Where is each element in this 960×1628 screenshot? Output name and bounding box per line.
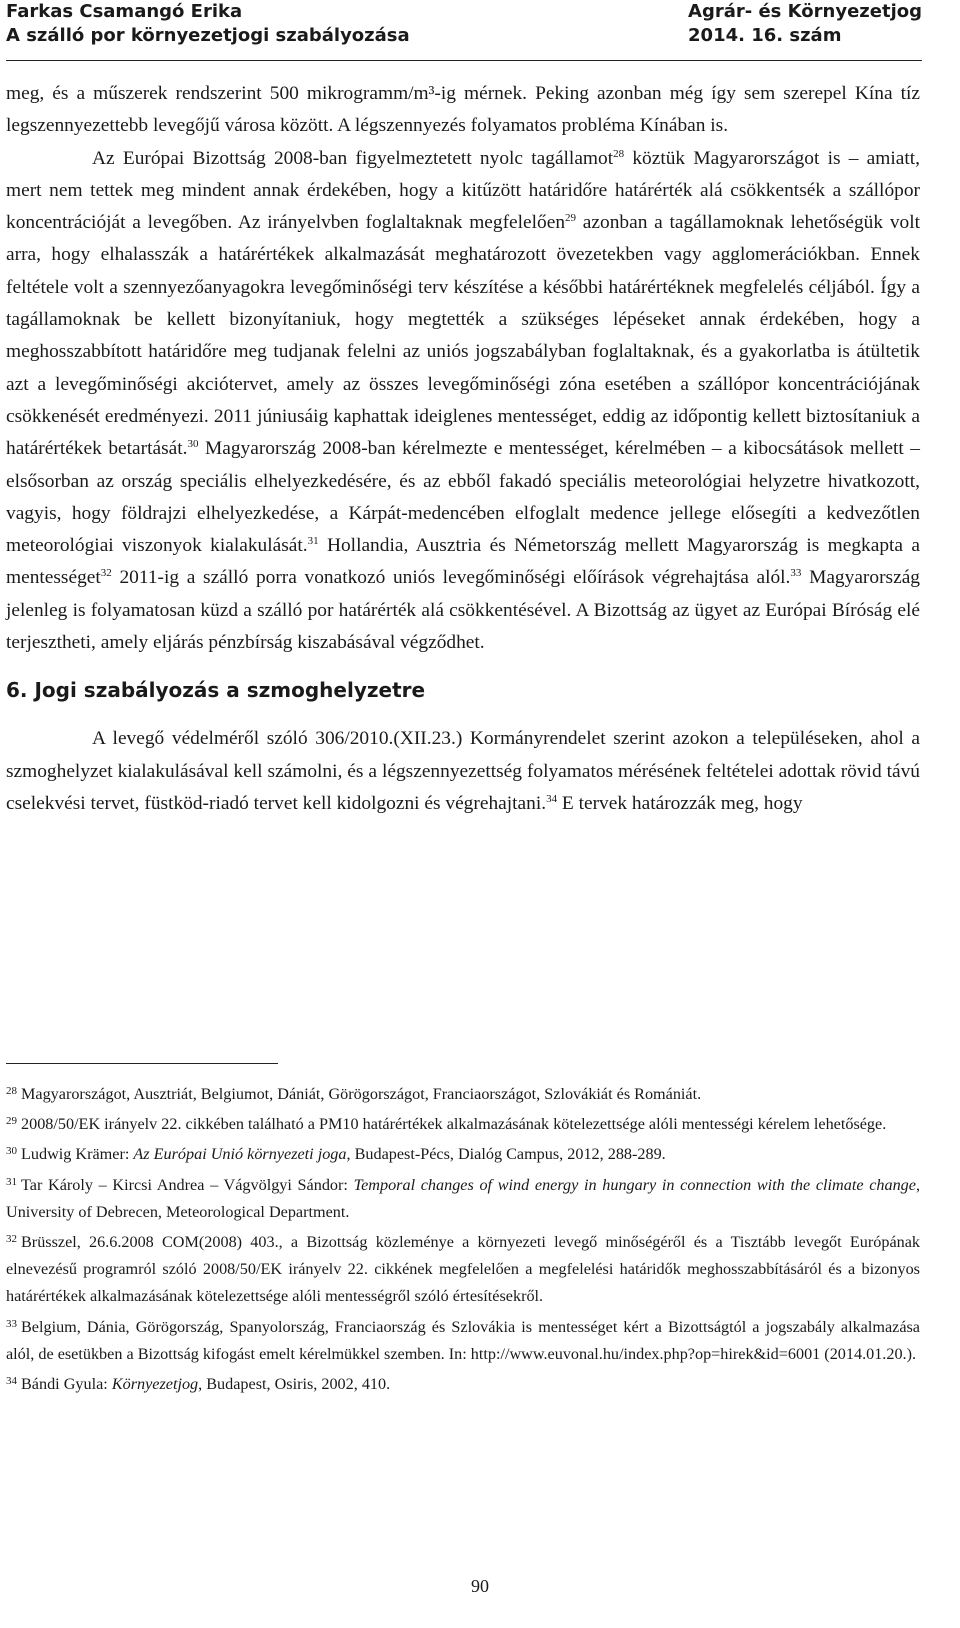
footnote-ref-32[interactable]: 32 — [100, 567, 112, 580]
footnote-32: $^{32}$ Brüsszel, 26.6.2008 COM(2008) 403., a Bizottság közleménye a környezeti levegő minőségéről és a Tisztább levegőt Európának elnevezésű programról szóló 2008/50/EK irányelv 22. cikkének megfelelően a megfelelési határidők meghosszabbításáról és a bizonyos határértékek alkalmazásának kötelezettsége alóli mentességről szóló értesítésekről. — [6, 1233, 920, 1306]
footnote-31: $^{31}$ Tar Károly – Kircsi Andrea – Vágvölgyi Sándor: Temporal changes of wind energy in hungary in connection with the climate change, University of Debrecen, Meteorological Department. — [6, 1175, 920, 1221]
footnote-ref-28[interactable]: 28 — [613, 147, 625, 160]
footnote-33-text: Belgium, Dánia, Görögország, Spanyolország, Franciaország és Szlovákia is mentességet kért a Bizottságtól a jogszabály alkalmazása alól, de esetükben a Bizottság kifogást emelt kérelmükkel szemben. In: http://www.euvonal.hu/index.php?op=hirek&id=6001 (2014.01.20.). — [6, 1317, 920, 1363]
footnote-28: $^{28}$ Magyarországot, Ausztriát, Belgiumot, Dániát, Görögországot, Franciaországot, Szlovákiát és Romániát. — [6, 1085, 702, 1103]
header-author: Farkas Csamangó Erika — [6, 1, 243, 22]
header-right — [688, 0, 922, 48]
footnotes — [6, 1078, 920, 1398]
footnote-30: $^{30}$ Ludwig Krämer: Az Európai Unió környezeti joga, Budapest-Pécs, Dialóg Campus, 2012, 288-289. — [6, 1145, 666, 1164]
header-left — [6, 0, 410, 48]
page-number: 90 — [471, 1576, 489, 1596]
running-header — [6, 0, 922, 61]
footnote-ref-29[interactable]: 29 — [565, 212, 577, 225]
footnote-separator — [6, 1063, 278, 1064]
paragraph-2: Az Európai Bizottság 2008-ban figyelmeztetett nyolc tagállamot$^{28}$ köztük Magyarországot is – amiatt, mert nem tettek meg mindent annak érdekében, hogy a kitűzött határidőre határérték alá csökkentsék a szállópor koncentrációját a levegőben. Az irányelvben foglaltaknak megfelelően$^{29}$ azonban a tagállamoknak lehetőségük volt arra, hogy elhalasszák a határértékek alkalmazását meghatározott övezetekben vagy agglomerációkban. Ennek feltétele volt a szennyezőanyagokra levegőminőségi terv készítése a későbbi határértéknek megfelelés céljából. Így a tagállamoknak be kellett bizonyítaniuk, hogy megtették a szükséges lépéseket annak érdekében, hogy a meghosszabbított határidőre meg tudjanak felelni az uniós jogszabályban foglaltaknak, és a gyakorlatba is átültetik azt a levegőminőségi akciótervet, amely az összes levegőminőségi zóna esetében a szállópor koncentrációjának csökkenését eredményezi. 2011 júniusáig kaphattak ideiglenes mentességet, eddig az időpontig kellett biztosítaniuk a határértékek betartását.$^{30}$ Magyarország 2008-ban kérelmezte e mentességet, kérelmében – a kibocsátások mellett – elsősorban az ország speciális elhelyezkedésére, és az ebből fakadó speciális meteorológiai helyzetre hivatkozott, vagyis, hogy földrajzi elhelyezkedése, a Kárpát-medencében elfoglalt medence jellege elősegíti a kedvezőtlen meteorológiai viszonyok kialakulását.$^{31}$ Hollandia, Ausztria és Németország mellett Magyarország is megkapta a mentességet$^{32}$ 2011-ig a szálló porra vonatkozó uniós levegőminőségi előírások végrehajtása alól.$^{33}$ Magyarország jelenleg is folyamatosan küzd a szálló por határérték alá csökkentésével. A Bizottság az ügyet az Európai Bíróság elé terjesztheti, amely eljárás pénzbírság kiszabásával végződhet. — [6, 147, 920, 654]
footnote-ref-34[interactable]: 34 — [546, 792, 558, 805]
section-heading: 6. Jogi szabályozás a szmoghelyzetre — [6, 678, 426, 703]
footnote-29: $^{29}$ 2008/50/EK irányelv 22. cikkében található a PM10 határértékek alkalmazásának kötelezettsége alóli mentességi kérelem lehetősége. — [6, 1115, 887, 1134]
footnote-34: $^{34}$ Bándi Gyula: Környezetjog, Budapest, Osiris, 2002, 410. — [6, 1375, 391, 1394]
paragraph-1: meg, és a műszerek rendszerint 500 mikrogramm/m³-ig mérnek. Peking azonban még így sem szerepel Kína tíz legszennyezettebb levegőjű városa között. A légszennyezés folyamatos probléma Kínában is. — [6, 83, 920, 137]
header-article-title: A szálló por környezetjogi szabályozása — [6, 25, 410, 46]
footnote-ref-31[interactable]: 31 — [307, 535, 319, 548]
footnote-33: $^{33}$ Belgium, Dánia, Görögország, Spanyolország, Franciaország és Szlovákia is mentességet kért a Bizottságtól a jogszabály alkalmazása alól, de esetükben a Bizottság kifogást emelt kérelmükkel szemben. In: http://www.euvonal.hu/index.php?op=hirek&id=6001 (2014.01.20.). — [6, 1317, 920, 1363]
header-journal: Agrár- és Környezetjog — [688, 1, 922, 22]
paragraph-3: A levegő védelméről szóló 306/2010.(XII.23.) Kormányrendelet szerint azokon a településeken, ahol a szmoghelyzet kialakulásával kell számolni, és a légszennyezettség folyamatos mérésének feltételei adottak rövid távú cselekvési tervet, füstköd-riadó tervet kell kidolgozni és végrehajtani.$^{34}$ E tervek határozzák meg, hogy — [6, 728, 920, 814]
footnote-ref-30[interactable]: 30 — [187, 438, 199, 451]
footnote-ref-33[interactable]: 33 — [790, 567, 802, 580]
header-issue: 2014. 16. szám — [688, 25, 842, 46]
main-text — [6, 78, 920, 820]
